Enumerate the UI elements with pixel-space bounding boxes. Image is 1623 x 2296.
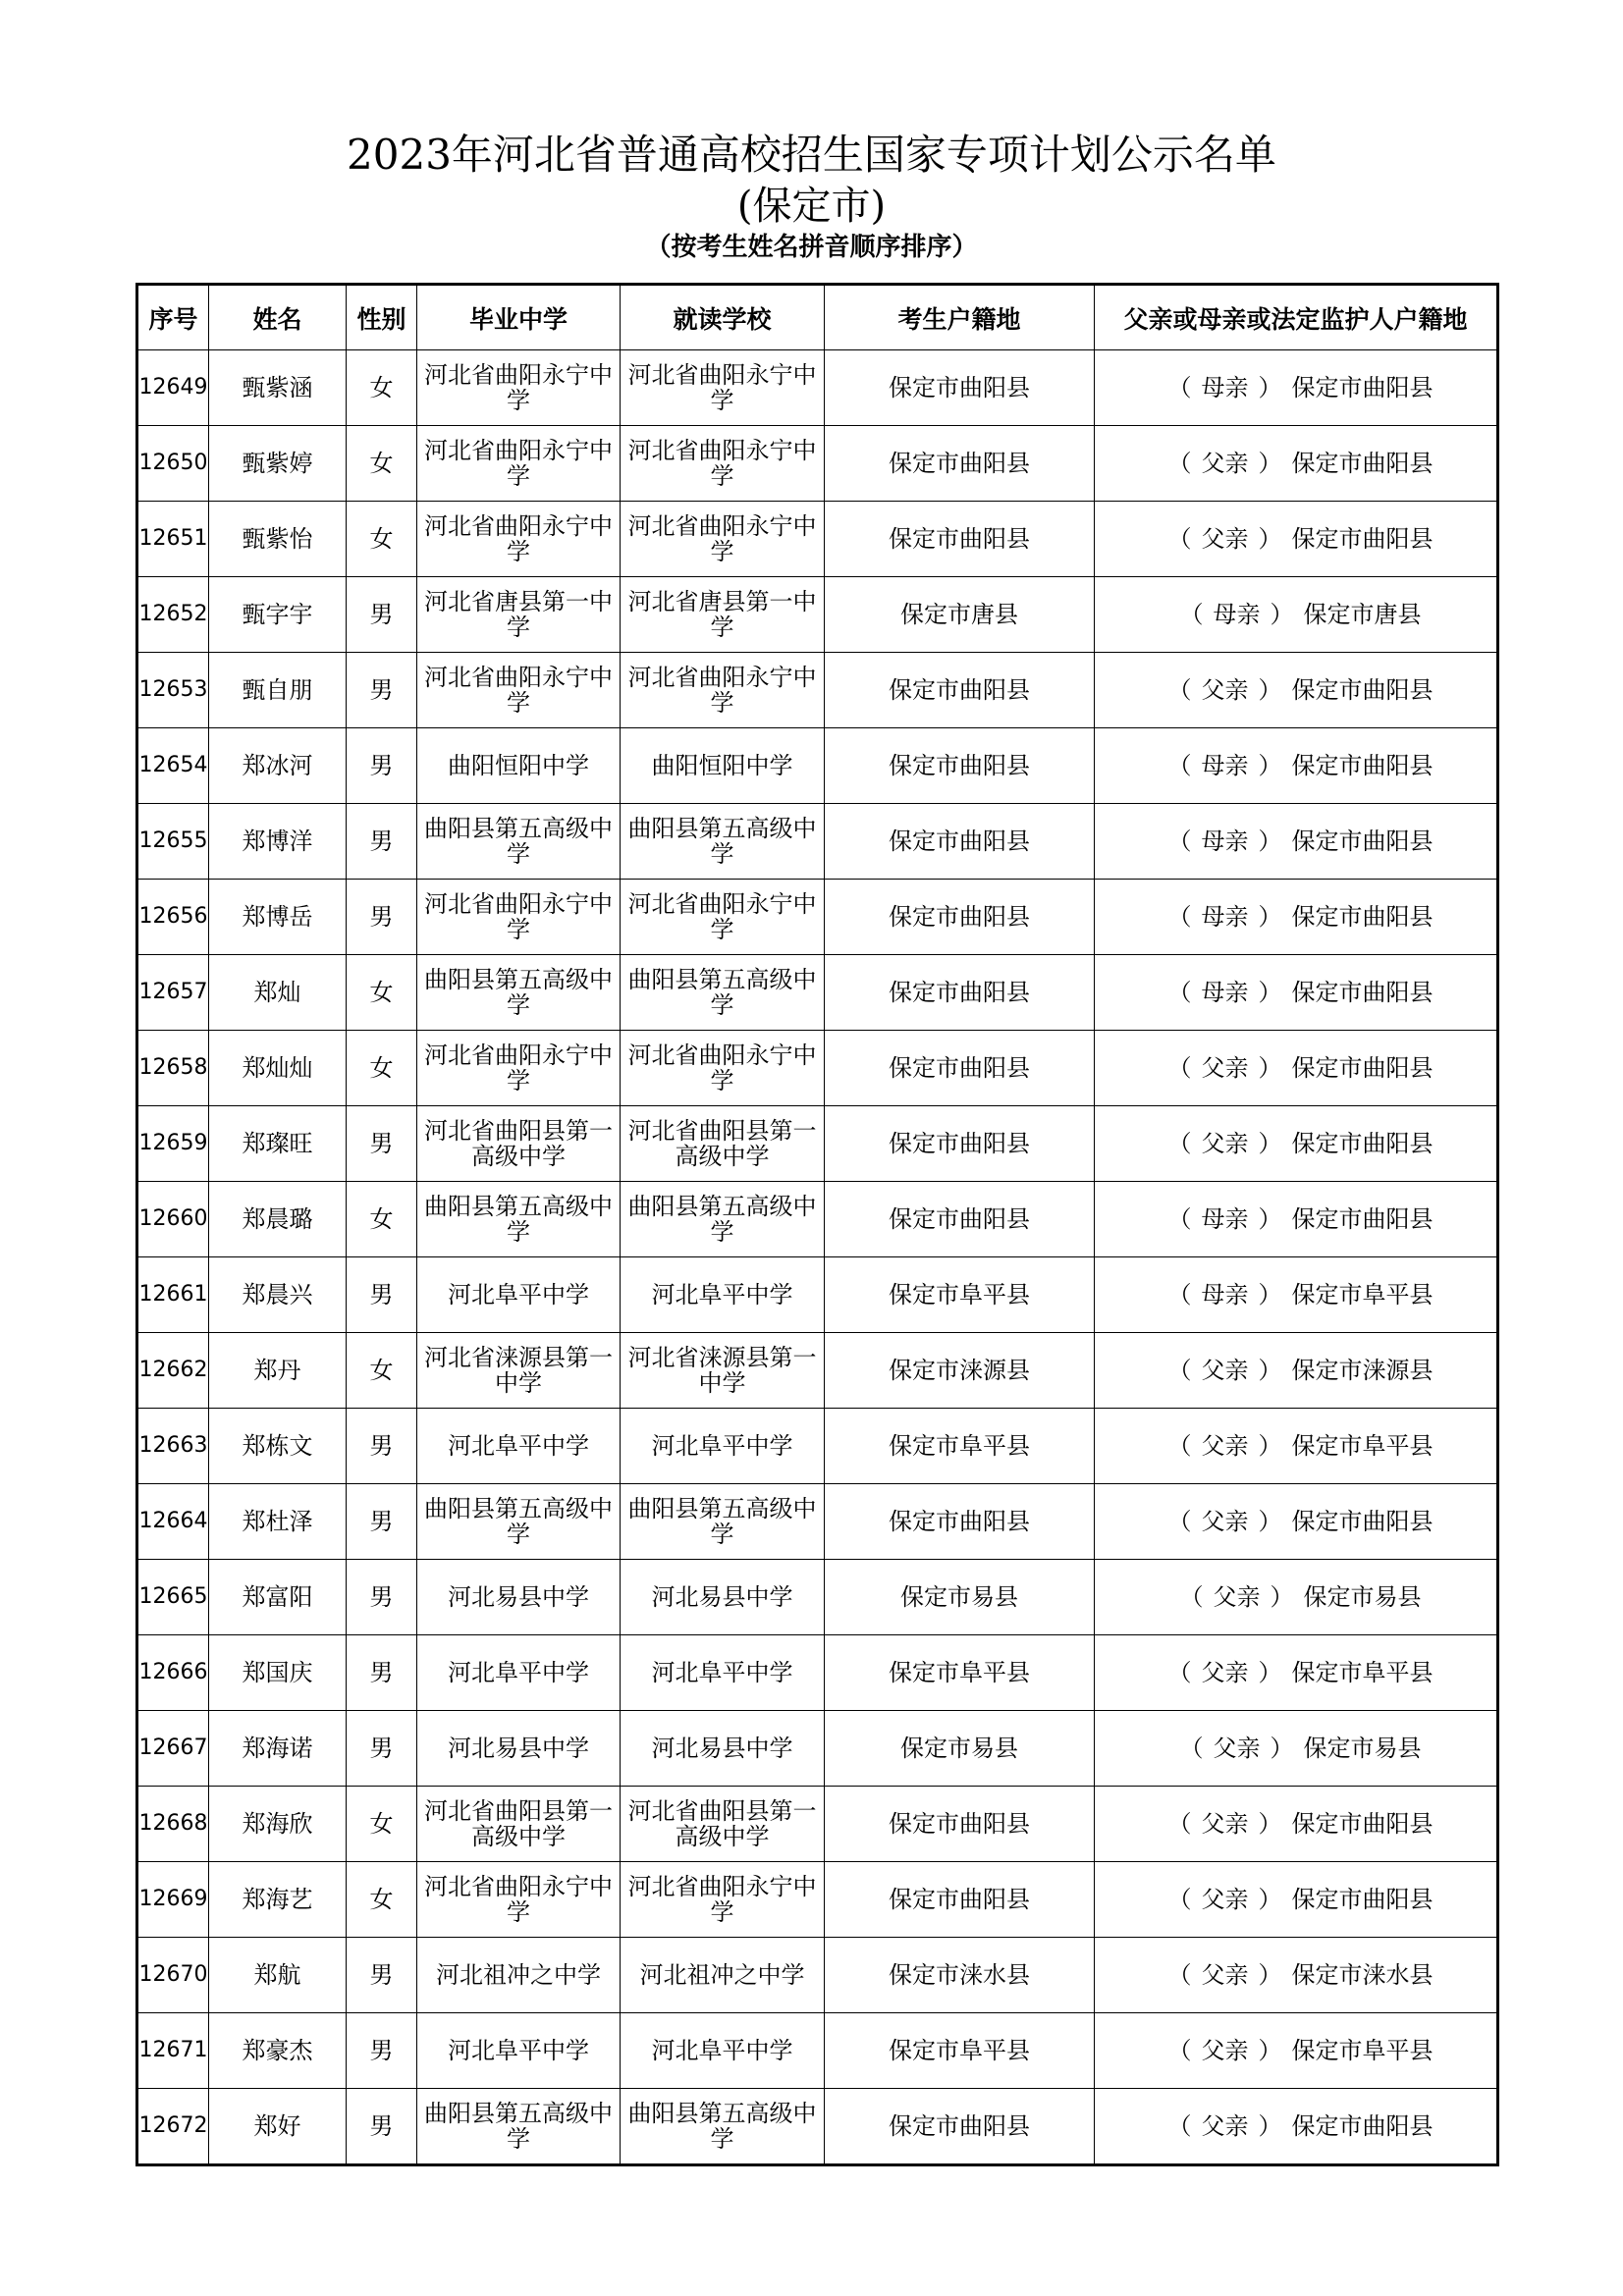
- cell-grad-school: 河北阜平中学: [417, 1409, 621, 1484]
- roster-table: [135, 283, 1499, 2166]
- cell-seq: 12666: [137, 1635, 209, 1711]
- cell-seq: 12658: [137, 1031, 209, 1106]
- cell-guardian-household: （ 母亲 ） 保定市曲阳县: [1095, 955, 1498, 1031]
- cell-gender: 男: [347, 804, 417, 880]
- cell-gender: 女: [347, 1333, 417, 1409]
- cell-guardian-household: （ 父亲 ） 保定市曲阳县: [1095, 1787, 1498, 1862]
- cell-guardian-household: （ 父亲 ） 保定市曲阳县: [1095, 1862, 1498, 1938]
- cell-grad-school: 河北省曲阳永宁中学: [417, 653, 621, 728]
- cell-name: 郑航: [209, 1938, 347, 2013]
- guardian-place: 保定市曲阳县: [1291, 1130, 1434, 1157]
- guardian-place: 保定市曲阳县: [1291, 1886, 1434, 1913]
- cell-name: 甄自朋: [209, 653, 347, 728]
- cell-guardian-household: （ 母亲 ） 保定市曲阳县: [1095, 350, 1498, 426]
- cell-household: 保定市曲阳县: [825, 1106, 1095, 1182]
- guardian-relation: 母亲: [1201, 752, 1249, 779]
- cell-grad-school: 曲阳县第五高级中学: [417, 1484, 621, 1560]
- cell-household: 保定市曲阳县: [825, 350, 1095, 426]
- cell-grad-school: 河北祖冲之中学: [417, 1938, 621, 2013]
- table-row: [137, 1711, 1498, 1787]
- cell-name: 郑海欣: [209, 1787, 347, 1862]
- table-row: [137, 955, 1498, 1031]
- guardian-relation: 母亲: [1201, 828, 1249, 855]
- cell-guardian-household: （ 父亲 ） 保定市曲阳县: [1095, 653, 1498, 728]
- cell-grad-school: 曲阳县第五高级中学: [417, 1182, 621, 1257]
- cell-current-school: 河北易县中学: [621, 1711, 825, 1787]
- cell-gender: 男: [347, 1257, 417, 1333]
- cell-current-school: 曲阳县第五高级中学: [621, 1182, 825, 1257]
- cell-seq: 12653: [137, 653, 209, 728]
- guardian-place: 保定市曲阳县: [1291, 2112, 1434, 2140]
- cell-grad-school: 河北省涞源县第一中学: [417, 1333, 621, 1409]
- cell-seq: 12664: [137, 1484, 209, 1560]
- cell-gender: 女: [347, 502, 417, 577]
- cell-household: 保定市曲阳县: [825, 804, 1095, 880]
- cell-grad-school: 河北阜平中学: [417, 1635, 621, 1711]
- guardian-relation: 父亲: [1201, 1357, 1249, 1384]
- table-row: [137, 1182, 1498, 1257]
- cell-seq: 12655: [137, 804, 209, 880]
- guardian-relation: 母亲: [1201, 1281, 1249, 1308]
- cell-guardian-household: （ 父亲 ） 保定市易县: [1095, 1711, 1498, 1787]
- cell-guardian-household: （ 父亲 ） 保定市阜平县: [1095, 1635, 1498, 1711]
- cell-household: 保定市曲阳县: [825, 2089, 1095, 2165]
- column-header-name: 姓名: [209, 285, 347, 350]
- cell-household: 保定市曲阳县: [825, 1182, 1095, 1257]
- cell-name: 郑晨璐: [209, 1182, 347, 1257]
- cell-seq: 12657: [137, 955, 209, 1031]
- cell-gender: 男: [347, 1484, 417, 1560]
- guardian-relation: 父亲: [1201, 2037, 1249, 2064]
- guardian-place: 保定市阜平县: [1291, 1281, 1434, 1308]
- cell-guardian-household: （ 父亲 ） 保定市阜平县: [1095, 1409, 1498, 1484]
- cell-gender: 男: [347, 1938, 417, 2013]
- guardian-place: 保定市曲阳县: [1291, 525, 1434, 553]
- table-row: [137, 1257, 1498, 1333]
- cell-current-school: 曲阳恒阳中学: [621, 728, 825, 804]
- cell-name: 甄紫婷: [209, 426, 347, 502]
- cell-guardian-household: （ 父亲 ） 保定市曲阳县: [1095, 1484, 1498, 1560]
- cell-name: 甄紫涵: [209, 350, 347, 426]
- guardian-relation: 父亲: [1201, 1659, 1249, 1686]
- guardian-relation: 父亲: [1201, 2112, 1249, 2140]
- cell-gender: 女: [347, 1182, 417, 1257]
- guardian-place: 保定市涞水县: [1291, 1961, 1434, 1989]
- cell-seq: 12671: [137, 2013, 209, 2089]
- cell-grad-school: 河北省曲阳永宁中学: [417, 350, 621, 426]
- cell-guardian-household: （ 父亲 ） 保定市曲阳县: [1095, 2089, 1498, 2165]
- cell-household: 保定市阜平县: [825, 1635, 1095, 1711]
- cell-gender: 男: [347, 1711, 417, 1787]
- guardian-place: 保定市易县: [1303, 1735, 1422, 1762]
- cell-guardian-household: （ 父亲 ） 保定市阜平县: [1095, 2013, 1498, 2089]
- cell-current-school: 河北阜平中学: [621, 1635, 825, 1711]
- cell-name: 郑富阳: [209, 1560, 347, 1635]
- cell-name: 郑豪杰: [209, 2013, 347, 2089]
- guardian-place: 保定市涞源县: [1291, 1357, 1434, 1384]
- cell-grad-school: 曲阳县第五高级中学: [417, 2089, 621, 2165]
- cell-current-school: 河北省曲阳永宁中学: [621, 1031, 825, 1106]
- cell-name: 郑好: [209, 2089, 347, 2165]
- cell-grad-school: 河北省曲阳永宁中学: [417, 880, 621, 955]
- guardian-relation: 父亲: [1201, 1810, 1249, 1838]
- guardian-relation: 母亲: [1201, 979, 1249, 1006]
- cell-guardian-household: （ 父亲 ） 保定市曲阳县: [1095, 426, 1498, 502]
- cell-seq: 12665: [137, 1560, 209, 1635]
- cell-household: 保定市曲阳县: [825, 880, 1095, 955]
- table-row: [137, 880, 1498, 955]
- cell-gender: 男: [347, 653, 417, 728]
- cell-current-school: 河北省曲阳县第一高级中学: [621, 1106, 825, 1182]
- cell-grad-school: 河北阜平中学: [417, 2013, 621, 2089]
- column-header-guardian-household: 父亲或母亲或法定监护人户籍地: [1095, 285, 1498, 350]
- guardian-place: 保定市曲阳县: [1291, 752, 1434, 779]
- cell-current-school: 河北省曲阳永宁中学: [621, 1862, 825, 1938]
- cell-household: 保定市曲阳县: [825, 426, 1095, 502]
- cell-name: 郑国庆: [209, 1635, 347, 1711]
- cell-current-school: 河北省唐县第一中学: [621, 577, 825, 653]
- cell-gender: 男: [347, 880, 417, 955]
- table-row: [137, 350, 1498, 426]
- table-row: [137, 426, 1498, 502]
- cell-current-school: 河北易县中学: [621, 1560, 825, 1635]
- table-row: [137, 1787, 1498, 1862]
- page-subtitle: (保定市): [736, 184, 887, 229]
- cell-household: 保定市曲阳县: [825, 653, 1095, 728]
- cell-household: 保定市曲阳县: [825, 1484, 1095, 1560]
- column-header-seq: 序号: [137, 285, 209, 350]
- cell-current-school: 河北省曲阳永宁中学: [621, 502, 825, 577]
- guardian-place: 保定市曲阳县: [1291, 903, 1434, 931]
- cell-seq: 12669: [137, 1862, 209, 1938]
- cell-gender: 女: [347, 1862, 417, 1938]
- guardian-place: 保定市唐县: [1303, 601, 1422, 628]
- cell-seq: 12668: [137, 1787, 209, 1862]
- cell-gender: 男: [347, 728, 417, 804]
- cell-household: 保定市阜平县: [825, 2013, 1095, 2089]
- cell-grad-school: 河北省曲阳县第一高级中学: [417, 1106, 621, 1182]
- cell-gender: 男: [347, 1635, 417, 1711]
- table-row: [137, 502, 1498, 577]
- cell-name: 郑丹: [209, 1333, 347, 1409]
- cell-gender: 女: [347, 350, 417, 426]
- cell-current-school: 河北省曲阳永宁中学: [621, 426, 825, 502]
- table-row: [137, 1862, 1498, 1938]
- cell-name: 郑灿: [209, 955, 347, 1031]
- guardian-place: 保定市曲阳县: [1291, 828, 1434, 855]
- cell-grad-school: 河北阜平中学: [417, 1257, 621, 1333]
- cell-household: 保定市易县: [825, 1560, 1095, 1635]
- cell-seq: 12662: [137, 1333, 209, 1409]
- table-row: [137, 2089, 1498, 2165]
- cell-gender: 男: [347, 1409, 417, 1484]
- sort-note: （按考生姓名拼音顺序排序）: [645, 233, 978, 262]
- cell-household: 保定市阜平县: [825, 1257, 1095, 1333]
- cell-guardian-household: （ 父亲 ） 保定市曲阳县: [1095, 502, 1498, 577]
- cell-household: 保定市阜平县: [825, 1409, 1095, 1484]
- cell-seq: 12651: [137, 502, 209, 577]
- cell-grad-school: 河北省曲阳县第一高级中学: [417, 1787, 621, 1862]
- cell-current-school: 河北省曲阳永宁中学: [621, 653, 825, 728]
- guardian-relation: 父亲: [1201, 676, 1249, 704]
- cell-name: 郑栋文: [209, 1409, 347, 1484]
- guardian-relation: 父亲: [1213, 1583, 1261, 1611]
- table-row: [137, 2013, 1498, 2089]
- cell-guardian-household: （ 父亲 ） 保定市曲阳县: [1095, 1106, 1498, 1182]
- cell-seq: 12667: [137, 1711, 209, 1787]
- guardian-place: 保定市曲阳县: [1291, 1054, 1434, 1082]
- cell-grad-school: 河北省曲阳永宁中学: [417, 426, 621, 502]
- table-row: [137, 1560, 1498, 1635]
- guardian-relation: 父亲: [1201, 1508, 1249, 1535]
- cell-household: 保定市涞源县: [825, 1333, 1095, 1409]
- cell-name: 郑灿灿: [209, 1031, 347, 1106]
- guardian-place: 保定市阜平县: [1291, 2037, 1434, 2064]
- guardian-place: 保定市易县: [1303, 1583, 1422, 1611]
- cell-grad-school: 河北省曲阳永宁中学: [417, 1031, 621, 1106]
- cell-gender: 男: [347, 577, 417, 653]
- guardian-relation: 母亲: [1213, 601, 1261, 628]
- guardian-place: 保定市曲阳县: [1291, 1205, 1434, 1233]
- table-row: [137, 1333, 1498, 1409]
- cell-seq: 12661: [137, 1257, 209, 1333]
- cell-gender: 男: [347, 2089, 417, 2165]
- cell-current-school: 河北阜平中学: [621, 1257, 825, 1333]
- cell-grad-school: 河北省唐县第一中学: [417, 577, 621, 653]
- cell-current-school: 河北省曲阳永宁中学: [621, 350, 825, 426]
- cell-guardian-household: （ 父亲 ） 保定市涞水县: [1095, 1938, 1498, 2013]
- cell-current-school: 河北阜平中学: [621, 2013, 825, 2089]
- cell-household: 保定市唐县: [825, 577, 1095, 653]
- cell-grad-school: 河北易县中学: [417, 1711, 621, 1787]
- table-row: [137, 653, 1498, 728]
- cell-current-school: 河北省曲阳永宁中学: [621, 880, 825, 955]
- cell-name: 甄字宇: [209, 577, 347, 653]
- table-row: [137, 1106, 1498, 1182]
- guardian-relation: 父亲: [1201, 1432, 1249, 1460]
- cell-household: 保定市曲阳县: [825, 728, 1095, 804]
- table-row: [137, 1938, 1498, 2013]
- cell-gender: 女: [347, 1787, 417, 1862]
- cell-gender: 男: [347, 1560, 417, 1635]
- table-row: [137, 577, 1498, 653]
- cell-guardian-household: （ 母亲 ） 保定市曲阳县: [1095, 880, 1498, 955]
- table-row: [137, 1031, 1498, 1106]
- cell-name: 郑杜泽: [209, 1484, 347, 1560]
- cell-seq: 12652: [137, 577, 209, 653]
- cell-grad-school: 曲阳县第五高级中学: [417, 955, 621, 1031]
- cell-guardian-household: （ 母亲 ） 保定市曲阳县: [1095, 728, 1498, 804]
- cell-name: 郑博岳: [209, 880, 347, 955]
- cell-household: 保定市曲阳县: [825, 502, 1095, 577]
- table-row: [137, 1484, 1498, 1560]
- guardian-place: 保定市曲阳县: [1291, 1810, 1434, 1838]
- guardian-relation: 父亲: [1201, 525, 1249, 553]
- guardian-place: 保定市阜平县: [1291, 1432, 1434, 1460]
- cell-grad-school: 曲阳县第五高级中学: [417, 804, 621, 880]
- guardian-place: 保定市曲阳县: [1291, 450, 1434, 477]
- page-title: 2023年河北省普通高校招生国家专项计划公示名单: [347, 131, 1276, 179]
- guardian-relation: 父亲: [1201, 1130, 1249, 1157]
- cell-gender: 男: [347, 1106, 417, 1182]
- cell-name: 郑晨兴: [209, 1257, 347, 1333]
- cell-household: 保定市曲阳县: [825, 1862, 1095, 1938]
- cell-seq: 12660: [137, 1182, 209, 1257]
- cell-current-school: 河北阜平中学: [621, 1409, 825, 1484]
- guardian-place: 保定市曲阳县: [1291, 676, 1434, 704]
- cell-current-school: 河北省涞源县第一中学: [621, 1333, 825, 1409]
- cell-household: 保定市易县: [825, 1711, 1095, 1787]
- column-header-household: 考生户籍地: [825, 285, 1095, 350]
- cell-household: 保定市曲阳县: [825, 955, 1095, 1031]
- guardian-relation: 母亲: [1201, 903, 1249, 931]
- table-row: [137, 1635, 1498, 1711]
- cell-guardian-household: （ 父亲 ） 保定市易县: [1095, 1560, 1498, 1635]
- cell-grad-school: 河北省曲阳永宁中学: [417, 1862, 621, 1938]
- cell-seq: 12650: [137, 426, 209, 502]
- cell-seq: 12672: [137, 2089, 209, 2165]
- cell-guardian-household: （ 母亲 ） 保定市阜平县: [1095, 1257, 1498, 1333]
- cell-gender: 女: [347, 1031, 417, 1106]
- cell-guardian-household: （ 母亲 ） 保定市曲阳县: [1095, 1182, 1498, 1257]
- cell-current-school: 曲阳县第五高级中学: [621, 2089, 825, 2165]
- cell-name: 郑冰河: [209, 728, 347, 804]
- cell-seq: 12663: [137, 1409, 209, 1484]
- cell-gender: 女: [347, 955, 417, 1031]
- cell-name: 郑璨旺: [209, 1106, 347, 1182]
- table-row: [137, 728, 1498, 804]
- cell-seq: 12649: [137, 350, 209, 426]
- cell-household: 保定市曲阳县: [825, 1031, 1095, 1106]
- guardian-relation: 母亲: [1201, 374, 1249, 401]
- cell-current-school: 曲阳县第五高级中学: [621, 955, 825, 1031]
- cell-name: 郑海艺: [209, 1862, 347, 1938]
- cell-grad-school: 曲阳恒阳中学: [417, 728, 621, 804]
- cell-current-school: 河北省曲阳县第一高级中学: [621, 1787, 825, 1862]
- column-header-current-school: 就读学校: [621, 285, 825, 350]
- table-header-row: [137, 285, 1498, 350]
- cell-seq: 12659: [137, 1106, 209, 1182]
- guardian-place: 保定市曲阳县: [1291, 374, 1434, 401]
- guardian-relation: 母亲: [1201, 1205, 1249, 1233]
- cell-name: 甄紫怡: [209, 502, 347, 577]
- cell-household: 保定市曲阳县: [825, 1787, 1095, 1862]
- cell-current-school: 曲阳县第五高级中学: [621, 1484, 825, 1560]
- cell-guardian-household: （ 母亲 ） 保定市曲阳县: [1095, 804, 1498, 880]
- guardian-relation: 父亲: [1201, 1054, 1249, 1082]
- guardian-relation: 父亲: [1201, 450, 1249, 477]
- cell-guardian-household: （ 母亲 ） 保定市唐县: [1095, 577, 1498, 653]
- guardian-place: 保定市阜平县: [1291, 1659, 1434, 1686]
- table-row: [137, 1409, 1498, 1484]
- cell-grad-school: 河北易县中学: [417, 1560, 621, 1635]
- cell-guardian-household: （ 父亲 ） 保定市曲阳县: [1095, 1031, 1498, 1106]
- guardian-relation: 父亲: [1201, 1961, 1249, 1989]
- guardian-place: 保定市曲阳县: [1291, 1508, 1434, 1535]
- cell-household: 保定市涞水县: [825, 1938, 1095, 2013]
- cell-guardian-household: （ 父亲 ） 保定市涞源县: [1095, 1333, 1498, 1409]
- column-header-grad-school: 毕业中学: [417, 285, 621, 350]
- cell-name: 郑海诺: [209, 1711, 347, 1787]
- cell-seq: 12656: [137, 880, 209, 955]
- cell-seq: 12654: [137, 728, 209, 804]
- cell-seq: 12670: [137, 1938, 209, 2013]
- table-row: [137, 804, 1498, 880]
- column-header-gender: 性别: [347, 285, 417, 350]
- cell-grad-school: 河北省曲阳永宁中学: [417, 502, 621, 577]
- cell-current-school: 曲阳县第五高级中学: [621, 804, 825, 880]
- cell-gender: 女: [347, 426, 417, 502]
- guardian-relation: 父亲: [1213, 1735, 1261, 1762]
- cell-gender: 男: [347, 2013, 417, 2089]
- guardian-place: 保定市曲阳县: [1291, 979, 1434, 1006]
- guardian-relation: 父亲: [1201, 1886, 1249, 1913]
- cell-current-school: 河北祖冲之中学: [621, 1938, 825, 2013]
- cell-name: 郑博洋: [209, 804, 347, 880]
